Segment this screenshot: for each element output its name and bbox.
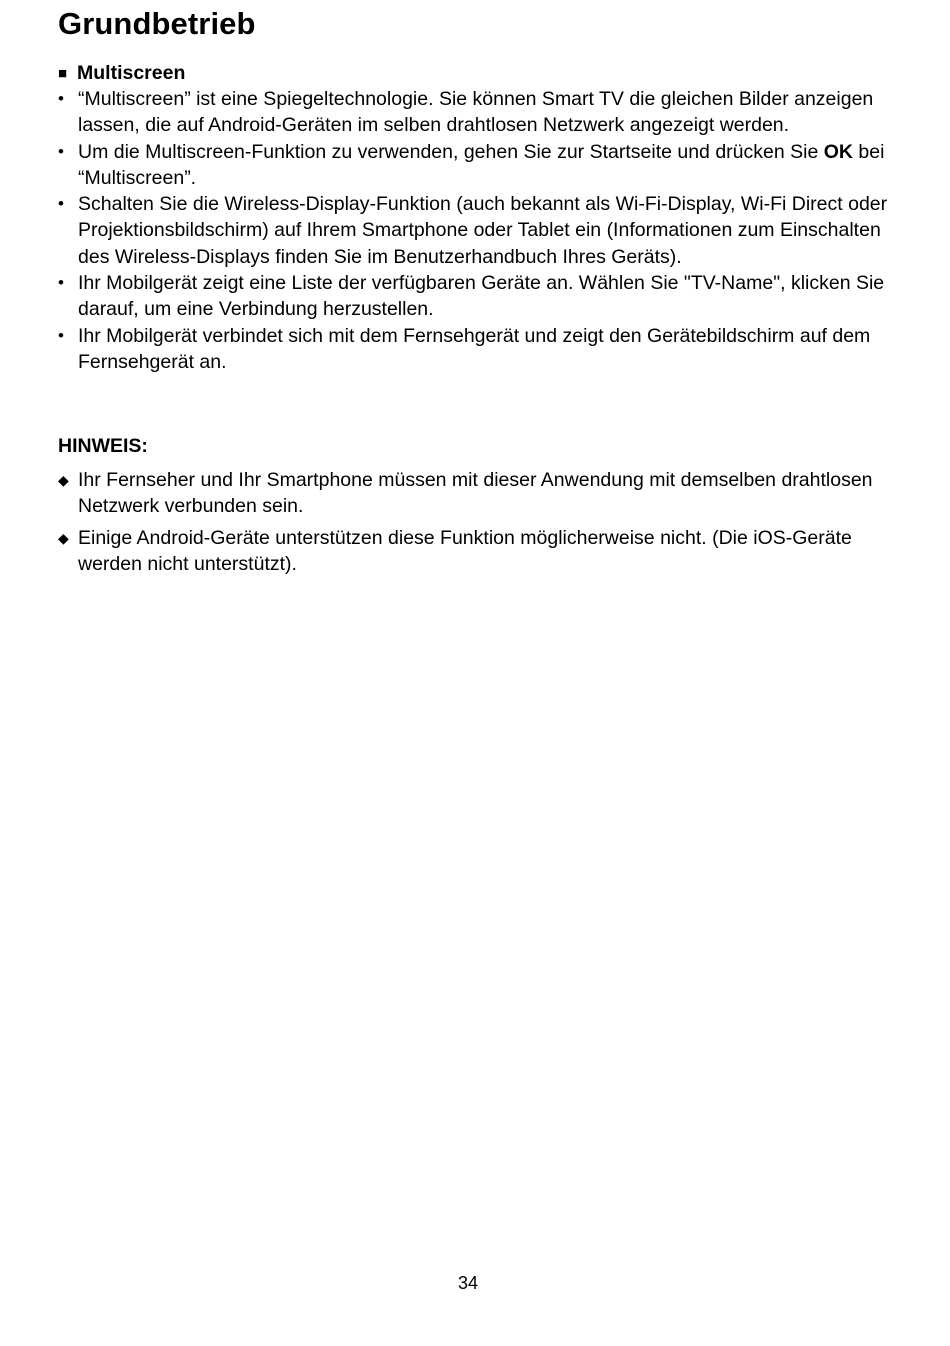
note-item-text: Einige Android-Geräte unterstützen diese Funktion möglicherweise nicht. (Die iOS-Geräte werden nicht unterstützt).: [78, 526, 852, 575]
multiscreen-bullet-list: [58, 86, 898, 375]
note-list: [58, 467, 898, 582]
list-item-text: Um die Multiscreen-Funktion zu verwenden, gehen Sie zur Startseite und drücken Sie: [78, 140, 824, 163]
square-bullet-icon: ■: [58, 65, 68, 82]
list-item: [58, 86, 898, 139]
bullet-dot-icon: •: [58, 325, 64, 345]
page-title: Grundbetrieb: [58, 6, 256, 41]
list-item: [58, 323, 898, 376]
page-number: 34: [457, 1273, 479, 1293]
note-item: [58, 467, 898, 520]
list-item: [58, 191, 898, 270]
note-item-text: Ihr Fernseher und Ihr Smartphone müssen mit dieser Anwendung mit demselben drahtlosen Netzwerk verbunden sein.: [78, 469, 873, 518]
list-item: [58, 270, 898, 323]
bullet-dot-icon: •: [58, 194, 64, 214]
bullet-dot-icon: •: [58, 273, 64, 293]
list-item-text: bei “Multiscreen”.: [78, 140, 885, 189]
section-heading: [58, 61, 185, 86]
diamond-bullet-icon: ◆: [58, 472, 69, 488]
note-heading: HINWEIS:: [58, 435, 148, 457]
note-item: [58, 525, 898, 578]
section-heading-label: Multiscreen: [77, 62, 186, 84]
ok-key-label: OK: [823, 140, 853, 163]
diamond-bullet-icon: ◆: [58, 529, 69, 546]
bullet-dot-icon: •: [58, 89, 64, 108]
list-item-text: Ihr Mobilgerät zeigt eine Liste der verfügbaren Geräte an. Wählen Sie "TV-Name", klicken Sie darauf, um eine Verbindung herzustellen.: [78, 272, 885, 321]
bullet-dot-icon: •: [58, 141, 64, 161]
list-item-text: Schalten Sie die Wireless-Display-Funktion (auch bekannt als Wi-Fi-Display, Wi-Fi Direct oder Projektionsbildschirm) auf Ihrem Smartphone oder Tablet ein (Informationen zum Einschalten des Wireless-Displays finden Sie im Benutzerhandbuch Ihres Geräts).: [78, 193, 888, 268]
list-item: [58, 139, 898, 192]
list-item-text: Ihr Mobilgerät verbindet sich mit dem Fernsehgerät und zeigt den Gerätebildschirm auf dem Fernsehgerät an.: [78, 324, 871, 373]
list-item-text: “Multiscreen” ist eine Spiegeltechnologie. Sie können Smart TV die gleichen Bilder anzeigen lassen, die auf Android-Geräten im selben drahtlosen Netzwerk angezeigt werden.: [78, 88, 874, 137]
